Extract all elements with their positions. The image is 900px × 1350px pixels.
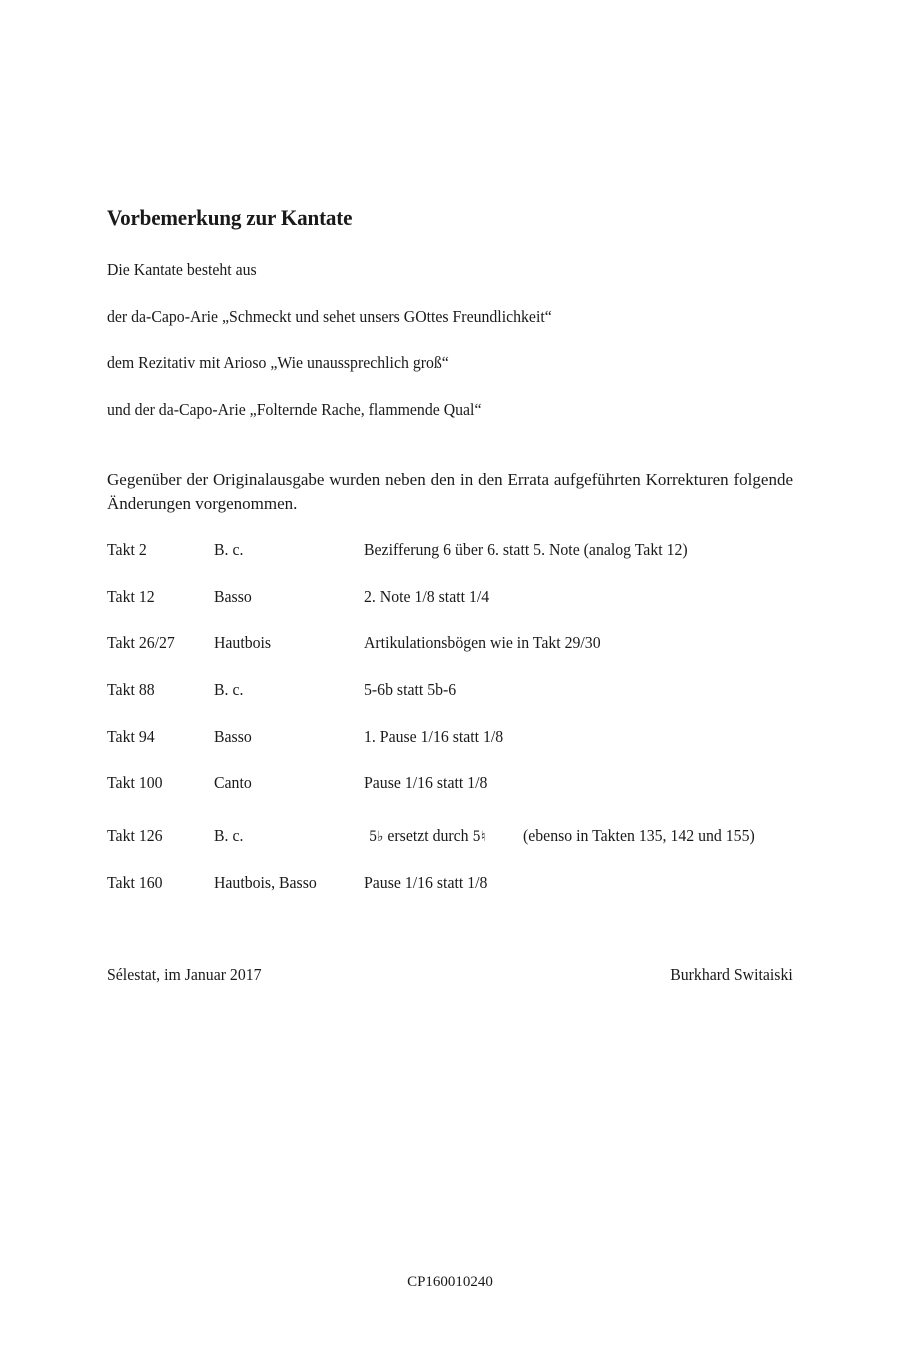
change-part: Hautbois	[214, 633, 272, 652]
intro-item: der da-Capo-Arie „Schmeckt und sehet unsers GOttes Freundlichkeit“	[107, 307, 552, 326]
changes-intro-paragraph: Gegenüber der Originalausgabe wurden neben den in den Errata aufgeführten Korrekturen folgende Änderungen vorgenommen.	[107, 470, 793, 513]
change-text: 1. Pause 1/16 statt 1/8	[364, 727, 504, 746]
change-text: Bezifferung 6 über 6. statt 5. Note (analog Takt 12)	[364, 540, 688, 559]
intro-item: und der da-Capo-Arie „Folternde Rache, flammende Qual“	[107, 400, 482, 419]
change-row	[0, 680, 900, 704]
change-part: Basso	[214, 587, 252, 606]
change-text: 5-6b statt 5b-6	[364, 680, 457, 699]
change-part: Basso	[214, 727, 252, 746]
change-text: 2. Note 1/8 statt 1/4	[364, 587, 490, 606]
change-part: B. c.	[214, 826, 244, 845]
change-text-mid: ersetzt durch	[383, 826, 473, 845]
change-takt: Takt 100	[107, 773, 163, 792]
change-text: Pause 1/16 statt 1/8	[364, 773, 488, 792]
change-note: (ebenso in Takten 135, 142 und 155)	[523, 826, 755, 845]
change-part: B. c.	[214, 540, 244, 559]
change-row	[0, 773, 900, 797]
change-text: Artikulationsbögen wie in Takt 29/30	[364, 633, 601, 652]
change-takt: Takt 12	[107, 587, 155, 606]
change-row	[0, 727, 900, 751]
change-row	[0, 587, 900, 611]
figured-bass-flat-symbol: 5♭	[369, 829, 384, 845]
change-takt: Takt 160	[107, 873, 163, 892]
intro-lead: Die Kantate besteht aus	[107, 260, 257, 279]
page-title: Vorbemerkung zur Kantate	[107, 205, 353, 230]
change-row	[0, 873, 900, 897]
change-part: B. c.	[214, 680, 244, 699]
change-part: Canto	[214, 773, 252, 792]
change-text: Pause 1/16 statt 1/8	[364, 873, 488, 892]
change-takt: Takt 26/27	[107, 633, 175, 652]
change-takt: Takt 2	[107, 540, 147, 559]
intro-item: dem Rezitativ mit Arioso „Wie unaussprechlich groß“	[107, 353, 449, 372]
change-row	[0, 540, 900, 564]
change-row	[0, 826, 900, 850]
change-takt: Takt 94	[107, 727, 155, 746]
figured-bass-natural-symbol: 5♮	[472, 829, 486, 845]
change-text	[369, 826, 485, 846]
change-takt: Takt 88	[107, 680, 155, 699]
footer-code: CP160010240	[407, 1274, 493, 1290]
author-name: Burkhard Switaiski	[670, 965, 793, 984]
change-row	[0, 633, 900, 657]
place-date: Sélestat, im Januar 2017	[107, 965, 262, 984]
change-takt: Takt 126	[107, 826, 163, 845]
change-part: Hautbois, Basso	[214, 873, 317, 892]
